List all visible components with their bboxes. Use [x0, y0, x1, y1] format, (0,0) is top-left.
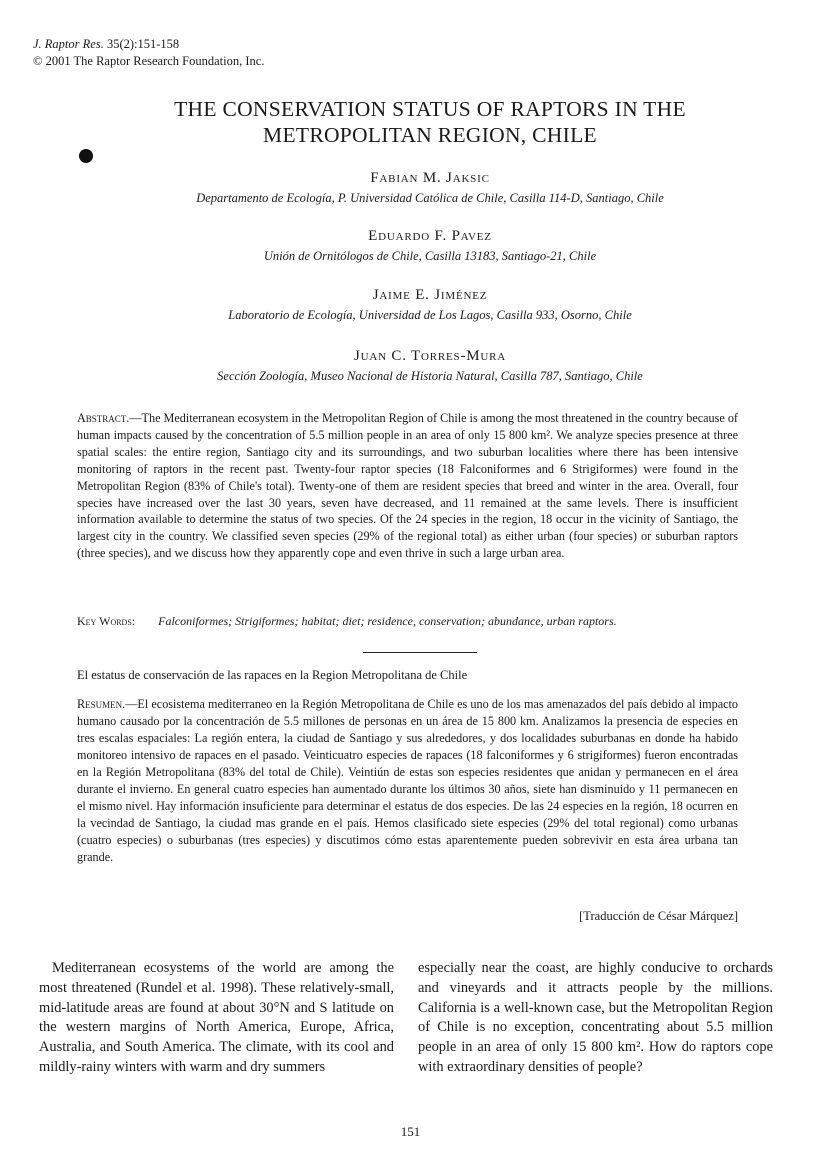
author-name: Fabian M. Jaksic: [370, 170, 490, 186]
author-name: Juan C. Torres-Mura: [353, 348, 507, 364]
key-words-label: Key Words:: [77, 614, 136, 628]
body-column-right: especially near the coast, are highly conducive to orchards and vineyards and it attracts people by the millions. California is a well-known case, but the Metropolitan Region of Chile is no exception, concentrating about 5.5 million people in an area of only 15 800 km². How do raptors cope with extraordinary densities of people?: [418, 960, 773, 1075]
title-line-2: METROPOLITAN REGION, CHILE: [263, 123, 597, 147]
resumen-label: Resumen.: [77, 697, 126, 711]
body-column-left: Mediterranean ecosystems of the world are among the most threatened (Rundel et al. 1998). These relatively-small, mid-latitude areas are found at about 30°N and S latitude on the western margins of North America, Europe, Africa, Australia, and South America. The climate, with its cool and mildly-rainy winters with warm and dry summers: [39, 960, 394, 1075]
abstract-label: Abstract.: [77, 411, 130, 425]
paper-title: [60, 96, 800, 148]
section-divider: [363, 652, 477, 653]
citation-line: [33, 36, 264, 53]
key-words: [77, 614, 738, 629]
translation-credit: [Traducción de César Márquez]: [579, 909, 738, 923]
author-affiliation: Sección Zoología, Museo Nacional de Historia Natural, Casilla 787, Santiago, Chile: [217, 369, 643, 383]
ink-blot-mark: [77, 147, 96, 166]
spanish-title: El estatus de conservación de las rapaces en la Region Metropolitana de Chile: [77, 668, 468, 682]
resumen: [77, 696, 738, 866]
key-words-terms: Falconiformes; Strigiformes; habitat; diet; residence, conservation; abundance, urban raptors.: [158, 614, 617, 628]
journal-header: [33, 36, 264, 70]
resumen-text: —El ecosistema mediterraneo en la Región Metropolitana de Chile es uno de los mas amenazados del país debido al impacto humano causado por la concentración de 5.5 millones de personas en un área de 15 800 km. Analizamos la presencia de especies en tres escalas espaciales: La región entera, la ciudad de Santiago y sus alrededores, y dos localidades suburbanas en donde ha habido monitoreo intensivo de rapaces en el pasado. Veinticuatro especies de rapaces (18 falconiformes y 6 strigiformes) fueron encontradas en la Región Metropolitana (83% del total de Chile). Veintiún de estas son especies residentes que anidan y permanecen en el área durante el invierno. En general cuatro especies han aumentado durante los últimos 30 años, siete han disminuido y 11 permanecen en el mismo nivel. Hay información insuficiente para determinar el estatus de dos especies. De las 24 especies en la región, 18 ocurren en la vecindad de Santiago, la ciudad mas grande en el país. Hemos clasificado siete especies (29% del total regional) como urbanas (cuatro especies) o suburbanas (tres especies) y discutimos cómo estas aparentemente pueden sobrevivir en esta área urbana tan grande.: [77, 697, 738, 864]
page-number: 151: [400, 1124, 421, 1139]
abstract: [77, 410, 738, 562]
author-affiliation: Laboratorio de Ecología, Universidad de Los Lagos, Casilla 933, Osorno, Chile: [228, 308, 632, 322]
copyright-line: © 2001 The Raptor Research Foundation, Inc.: [33, 54, 265, 68]
author-name: Jaime E. Jiménez: [372, 287, 488, 303]
author-affiliation: Departamento de Ecología, P. Universidad Católica de Chile, Casilla 114-D, Santiago, Chile: [196, 191, 664, 205]
journal-name: J. Raptor Res.: [33, 37, 104, 51]
title-line-1: THE CONSERVATION STATUS OF RAPTORS IN THE: [174, 97, 686, 121]
abstract-text: —The Mediterranean ecosystem in the Metropolitan Region of Chile is among the most threatened in the country because of human impacts caused by the concentration of 5.5 million people in an area of only 15 800 km². We analyze species presence at three spatial scales: the entire region, Santiago city and its surroundings, and two suburban localities where there has been intensive monitoring of raptors in the recent past. Twenty-four raptor species (18 Falconiformes and 6 Strigiformes) were found in the Metropolitan Region (83% of Chile's total). Twenty-one of them are resident species that breed and winter in the area. Overall, four species have increased over the last 30 years, seven have decreased, and 11 remained at the same levels. There is insufficient information available to determine the status of two species. Of the 24 species in the region, 18 occur in the vicinity of Santiago, the largest city in the country. We classified seven species (29% of the regional total) as either urban (four species) or suburban raptors (three species), and we discuss how they apparently cope and even thrive in such a large urban area.: [77, 411, 738, 561]
volume-pages: 35(2):151-158: [106, 37, 180, 51]
author-name: Eduardo F. Pavez: [368, 228, 492, 244]
author-affiliation: Unión de Ornitólogos de Chile, Casilla 13183, Santiago-21, Chile: [263, 249, 597, 263]
